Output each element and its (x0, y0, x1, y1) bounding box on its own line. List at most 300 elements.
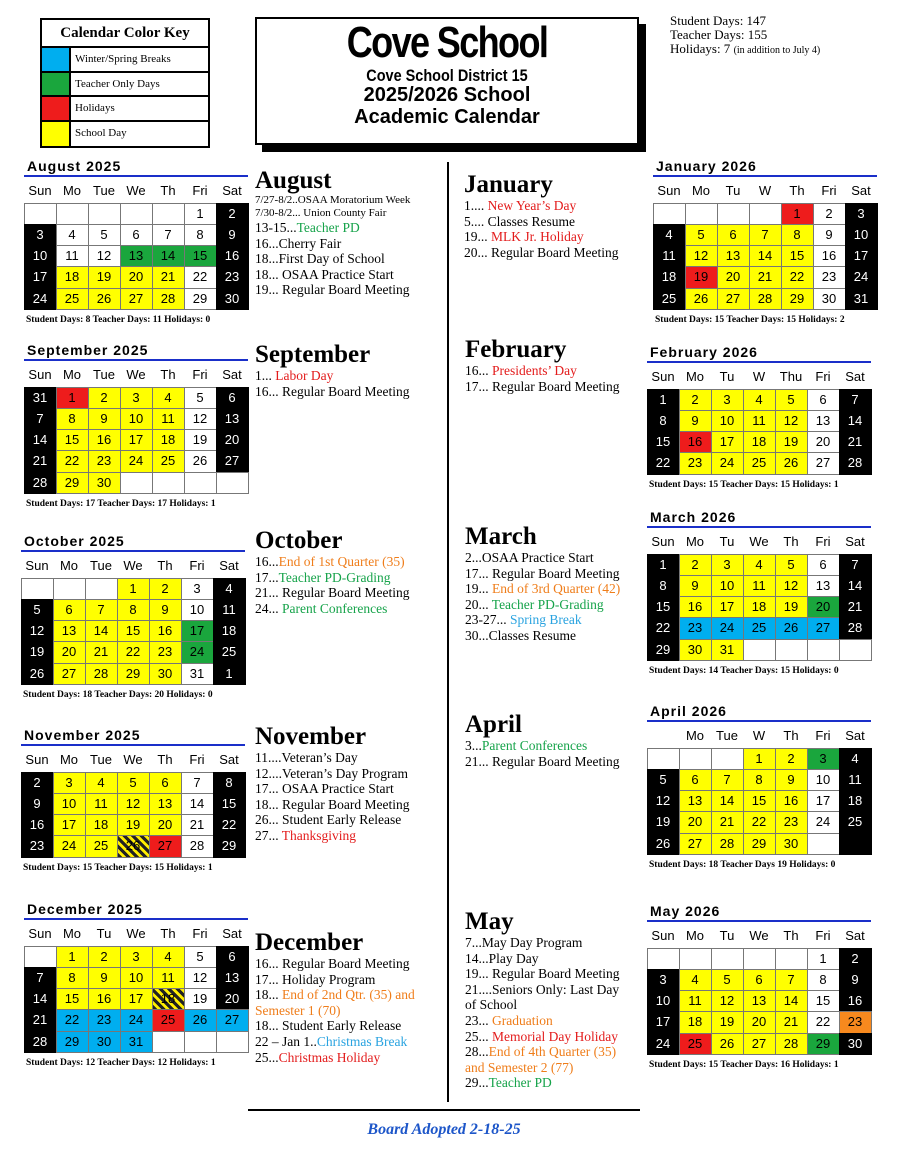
day-grid (647, 389, 871, 474)
event-text: 17... Regular Board Meeting (465, 565, 620, 581)
day-cell: 28 (85, 663, 118, 685)
event-text: 20... Regular Board Meeting (464, 244, 619, 260)
weekday-label: Mo (685, 534, 705, 549)
day-cell (653, 203, 686, 225)
weekday-label: Mo (685, 728, 705, 743)
weekday-label: Mo (691, 183, 711, 198)
day-cell: 28 (711, 833, 744, 855)
event-line (255, 207, 410, 220)
event-line (465, 951, 619, 967)
district-name: Cove School District 15 (366, 66, 528, 85)
day-cell: 12 (184, 967, 217, 989)
day-cell: 24 (53, 835, 86, 857)
event-text: 18... Regular Board Meeting (255, 796, 410, 812)
day-cell: 20 (743, 1011, 776, 1033)
event-text: 7/30-8/2... Union County Fair (255, 207, 387, 219)
calendar-aug (24, 158, 248, 326)
event-text: 17... (255, 569, 279, 585)
weekday-label: Thu (779, 369, 803, 384)
day-cell: 13 (216, 967, 249, 989)
day-cell: 11 (653, 245, 686, 267)
weekday-header (653, 183, 877, 199)
day-cell: 31 (845, 288, 878, 310)
day-cell: 14 (181, 793, 214, 815)
event-text: 19... Regular Board Meeting (465, 966, 620, 982)
calendar-summary: Student Days: 15 Teacher Days: 15 Holidays: 2 (655, 315, 845, 326)
event-line (255, 368, 409, 384)
events-dec (255, 930, 415, 1065)
day-cell: 24 (711, 617, 744, 639)
event-highlight: MLK Jr. Holiday (491, 229, 584, 245)
day-cell: 17 (845, 245, 878, 267)
event-text: 16... (255, 554, 279, 569)
day-cell: 3 (120, 946, 153, 968)
event-text: 26... Student Early Release (255, 812, 402, 828)
day-cell: 21 (839, 596, 872, 618)
event-line (465, 982, 619, 998)
weekday-label: Sat (219, 752, 239, 767)
key-label: Teacher Only Days (75, 77, 160, 90)
day-cell: 5 (775, 389, 808, 411)
event-text: 16...Cherry Fair (255, 235, 342, 251)
day-cell: 18 (152, 429, 185, 451)
events-aug (255, 168, 410, 298)
day-cell: 13 (807, 410, 840, 432)
event-line (465, 754, 619, 770)
day-cell: 21 (775, 1011, 808, 1033)
day-cell: 22 (213, 814, 246, 836)
event-line (465, 1044, 619, 1060)
weekday-header (647, 928, 871, 944)
calendar-oct (21, 533, 245, 701)
weekday-header (24, 926, 248, 942)
day-cell: 10 (181, 599, 214, 621)
day-cell: 17 (711, 596, 744, 618)
weekday-label: Mo (62, 926, 82, 941)
event-line (465, 966, 619, 982)
day-cell: 15 (647, 431, 680, 453)
event-line (255, 797, 409, 813)
day-cell (839, 639, 872, 661)
day-cell: 23 (88, 1009, 121, 1031)
day-cell: 13 (717, 245, 750, 267)
school-name: Cove School (346, 18, 548, 67)
day-cell: 27 (216, 1009, 249, 1031)
day-cell (647, 948, 680, 970)
event-text: 23... (465, 1012, 492, 1028)
key-row-teacher (42, 73, 208, 98)
day-cell: 6 (679, 769, 712, 791)
weekday-label: Sun (651, 369, 675, 384)
day-cell: 20 (216, 988, 249, 1010)
day-cell: 10 (647, 990, 680, 1012)
day-cell: 15 (56, 988, 89, 1010)
day-cell: 1 (781, 203, 814, 225)
day-grid (21, 772, 245, 857)
day-cell: 13 (743, 990, 776, 1012)
calendar-nov (21, 727, 245, 874)
day-cell: 19 (685, 266, 718, 288)
event-line (464, 214, 618, 230)
event-line (465, 628, 620, 644)
event-text: 13-15... (255, 220, 297, 235)
day-cell: 10 (807, 769, 840, 791)
event-highlight: End of 3rd Quarter (42) (492, 581, 621, 597)
weekday-label: Th (160, 926, 176, 941)
day-cell: 16 (813, 245, 846, 267)
day-cell: 22 (117, 641, 150, 663)
day-cell: 4 (743, 554, 776, 576)
day-cell: 30 (813, 288, 846, 310)
day-cell: 1 (743, 748, 776, 770)
day-cell: 20 (53, 641, 86, 663)
day-cell: 17 (120, 988, 153, 1010)
calendar-apr (647, 703, 871, 871)
event-line (255, 972, 415, 988)
day-cell: 23 (679, 617, 712, 639)
day-cell: 23 (216, 266, 249, 288)
event-text: 30...Classes Resume (465, 627, 576, 643)
event-highlight: Christmas Holiday (278, 1049, 381, 1065)
event-line (465, 597, 620, 613)
day-cell: 22 (807, 1011, 840, 1033)
day-cell: 24 (120, 450, 153, 472)
day-cell: 22 (184, 266, 217, 288)
day-grid (653, 203, 877, 309)
day-cell: 10 (845, 224, 878, 246)
day-cell: 18 (213, 620, 246, 642)
day-cell: 26 (117, 835, 150, 857)
day-cell: 25 (839, 811, 872, 833)
weekday-label: Fri (815, 728, 831, 743)
event-text: 12....Veteran’s Day Program (255, 765, 408, 781)
day-cell: 18 (152, 988, 185, 1010)
day-grid (24, 387, 248, 493)
day-cell: 12 (21, 620, 54, 642)
event-line (255, 570, 409, 586)
event-highlight: Thanksgiving (281, 827, 357, 843)
event-line (465, 566, 620, 582)
calendar-summary: Student Days: 18 Teacher Days 19 Holidays: 0 (649, 860, 836, 871)
day-cell: 30 (679, 639, 712, 661)
day-cell: 21 (711, 811, 744, 833)
day-cell: 18 (743, 431, 776, 453)
day-cell: 7 (711, 769, 744, 791)
day-cell: 19 (775, 431, 808, 453)
day-cell: 11 (839, 769, 872, 791)
day-cell: 1 (56, 946, 89, 968)
event-highlight: Teacher PD-Grading (278, 569, 391, 585)
day-cell: 30 (88, 1031, 121, 1053)
day-cell: 5 (775, 554, 808, 576)
holidays-count: Holidays: 7 (670, 41, 731, 56)
day-cell: 3 (53, 772, 86, 794)
day-cell (216, 1031, 249, 1053)
weekday-label: Fri (192, 183, 208, 198)
calendar-title: October 2025 (21, 533, 245, 552)
day-cell: 25 (743, 617, 776, 639)
weekday-label: Tue (93, 183, 115, 198)
day-grid (647, 554, 871, 660)
day-cell: 27 (120, 288, 153, 310)
day-cell: 28 (24, 1031, 57, 1053)
day-cell: 22 (743, 811, 776, 833)
day-cell: 3 (711, 389, 744, 411)
day-cell: 27 (717, 288, 750, 310)
day-cell: 14 (24, 988, 57, 1010)
weekday-label: Sat (845, 369, 865, 384)
day-cell (184, 472, 217, 494)
day-cell: 24 (24, 288, 57, 310)
weekday-label: We (123, 558, 143, 573)
day-cell: 13 (53, 620, 86, 642)
day-cell: 27 (216, 450, 249, 472)
day-cell (85, 578, 118, 600)
day-cell (24, 203, 57, 225)
day-cell: 2 (839, 948, 872, 970)
day-cell: 16 (149, 620, 182, 642)
event-text: 27... (255, 827, 282, 843)
day-cell: 23 (839, 1011, 872, 1033)
day-cell: 26 (21, 663, 54, 685)
day-cell: 15 (743, 790, 776, 812)
event-highlight: Teacher PD-Grading (491, 596, 604, 612)
day-cell: 3 (647, 969, 680, 991)
day-cell: 1 (117, 578, 150, 600)
day-cell: 8 (743, 769, 776, 791)
day-cell: 6 (807, 389, 840, 411)
day-cell: 11 (152, 967, 185, 989)
day-cell: 16 (839, 990, 872, 1012)
day-cell: 27 (679, 833, 712, 855)
day-cell: 12 (647, 790, 680, 812)
day-cell: 14 (839, 575, 872, 597)
day-cell: 5 (184, 946, 217, 968)
day-cell (152, 1031, 185, 1053)
day-cell: 10 (24, 245, 57, 267)
day-cell: 12 (117, 793, 150, 815)
event-text: 16... Regular Board Meeting (255, 956, 410, 971)
day-cell: 4 (653, 224, 686, 246)
events-mar (465, 524, 620, 644)
day-cell: 31 (181, 663, 214, 685)
day-cell: 31 (120, 1031, 153, 1053)
day-cell: 25 (152, 1009, 185, 1031)
day-cell: 4 (152, 946, 185, 968)
weekday-header (647, 534, 871, 550)
weekday-label: We (126, 367, 146, 382)
day-cell: 21 (181, 814, 214, 836)
day-cell: 24 (845, 266, 878, 288)
day-cell: 19 (21, 641, 54, 663)
day-cell: 13 (149, 793, 182, 815)
holidays-note: (in addition to July 4) (733, 45, 821, 56)
day-cell: 12 (685, 245, 718, 267)
day-cell: 9 (679, 575, 712, 597)
day-cell: 8 (807, 969, 840, 991)
weekday-label: Tu (719, 534, 735, 549)
day-cell: 10 (711, 410, 744, 432)
day-cell: 2 (88, 946, 121, 968)
day-cell: 15 (647, 596, 680, 618)
day-cell: 18 (56, 266, 89, 288)
day-cell: 18 (653, 266, 686, 288)
day-cell: 28 (839, 617, 872, 639)
event-text: 16... (465, 363, 492, 378)
weekday-label: Fri (815, 369, 831, 384)
day-cell: 26 (711, 1033, 744, 1055)
day-cell: 24 (711, 452, 744, 474)
weekday-label: Sat (222, 183, 242, 198)
calendar-jan (653, 158, 877, 326)
event-line (465, 1075, 619, 1091)
day-cell (152, 203, 185, 225)
day-cell: 11 (743, 410, 776, 432)
day-cell: 1 (56, 387, 89, 409)
event-text: 25... (255, 1049, 279, 1065)
day-cell: 14 (24, 429, 57, 451)
event-highlight: End of 1st Quarter (35) (278, 554, 405, 569)
events-apr (465, 712, 619, 769)
weekday-label: Sun (28, 183, 52, 198)
event-highlight: Christmas Break (316, 1033, 408, 1049)
day-cell: 6 (149, 772, 182, 794)
weekday-label: Mo (59, 752, 79, 767)
weekday-label: Mo (62, 183, 82, 198)
day-cell: 15 (807, 990, 840, 1012)
day-cell: 5 (21, 599, 54, 621)
day-cell: 29 (213, 835, 246, 857)
day-cell: 26 (685, 288, 718, 310)
weekday-label: Tu (719, 369, 735, 384)
weekday-label: Th (783, 728, 799, 743)
weekday-label: Fri (189, 752, 205, 767)
day-cell: 6 (216, 387, 249, 409)
day-cell: 25 (679, 1033, 712, 1055)
day-cell: 25 (85, 835, 118, 857)
event-line (465, 935, 619, 951)
weekday-label: Fri (821, 183, 837, 198)
day-cell: 21 (749, 266, 782, 288)
event-highlight: End of 4th Quarter (35) (488, 1044, 617, 1060)
weekday-header (647, 728, 871, 744)
day-cell: 15 (184, 245, 217, 267)
day-cell: 7 (749, 224, 782, 246)
weekday-label: Tue (90, 558, 112, 573)
event-line (465, 363, 619, 379)
day-cell: 24 (181, 641, 214, 663)
day-cell: 26 (184, 450, 217, 472)
weekday-label: Th (157, 558, 173, 573)
day-cell: 3 (181, 578, 214, 600)
day-cell: 3 (845, 203, 878, 225)
day-cell: 16 (679, 431, 712, 453)
weekday-label: Sun (28, 367, 52, 382)
day-cell: 1 (647, 389, 680, 411)
event-line (255, 236, 410, 252)
day-cell: 7 (24, 408, 57, 430)
weekday-header (24, 367, 248, 383)
day-cell: 2 (679, 389, 712, 411)
event-line (465, 550, 620, 566)
day-cell: 8 (184, 224, 217, 246)
event-highlight: and Semester 2 (77) (465, 1059, 574, 1075)
calendar-title: May 2026 (647, 903, 871, 922)
events-jan (464, 172, 618, 260)
day-cell: 12 (775, 410, 808, 432)
calendar-title: January 2026 (653, 158, 877, 177)
day-cell: 19 (775, 596, 808, 618)
event-line (255, 267, 410, 283)
day-cell: 13 (216, 408, 249, 430)
event-text: 1... (255, 368, 276, 383)
day-cell: 3 (120, 387, 153, 409)
weekday-label: Sun (25, 558, 49, 573)
day-cell: 7 (839, 389, 872, 411)
day-cell: 2 (21, 772, 54, 794)
event-text: 19... (464, 229, 491, 245)
day-cell: 20 (679, 811, 712, 833)
day-cell: 26 (88, 288, 121, 310)
day-cell: 27 (807, 452, 840, 474)
day-cell: 14 (839, 410, 872, 432)
day-cell: 29 (647, 639, 680, 661)
day-cell: 26 (775, 452, 808, 474)
calendar-title: Academic Calendar (354, 106, 540, 128)
key-label: Winter/Spring Breaks (75, 53, 171, 65)
month-heading: November (255, 723, 367, 750)
weekday-label: Tue (90, 752, 112, 767)
key-label: School Day (75, 126, 127, 139)
day-cell: 4 (56, 224, 89, 246)
event-text: 5.... Classes Resume (464, 213, 575, 229)
day-cell (647, 748, 680, 770)
month-heading: May (465, 908, 514, 935)
event-text: 19... (465, 581, 492, 597)
day-cell: 19 (184, 429, 217, 451)
day-cell: 13 (679, 790, 712, 812)
event-highlight: Teacher PD (296, 220, 360, 235)
day-cell: 8 (56, 408, 89, 430)
day-grid (647, 748, 871, 854)
weekday-label: W (752, 728, 766, 743)
day-cell: 28 (775, 1033, 808, 1055)
month-heading: August (255, 167, 332, 194)
day-cell (749, 203, 782, 225)
event-text: 21... Regular Board Meeting (255, 585, 410, 601)
weekday-header (21, 558, 245, 574)
event-line (464, 245, 618, 261)
day-cell: 17 (711, 431, 744, 453)
day-cell (685, 203, 718, 225)
event-text: 7/27-8/2..OSAA Moratorium Week (255, 194, 411, 206)
day-cell: 8 (56, 967, 89, 989)
day-cell: 9 (839, 969, 872, 991)
event-text: 16... Regular Board Meeting (255, 383, 410, 399)
day-cell (743, 948, 776, 970)
day-cell (807, 833, 840, 855)
color-key-title: Calendar Color Key (42, 20, 208, 48)
day-cell: 4 (743, 389, 776, 411)
day-cell: 14 (775, 990, 808, 1012)
holidays (670, 42, 820, 58)
event-text: of School (465, 997, 518, 1013)
day-cell: 20 (216, 429, 249, 451)
day-cell: 21 (24, 1009, 57, 1031)
day-cell (679, 948, 712, 970)
weekday-label: Sat (222, 926, 242, 941)
event-text: 28... (465, 1044, 489, 1060)
